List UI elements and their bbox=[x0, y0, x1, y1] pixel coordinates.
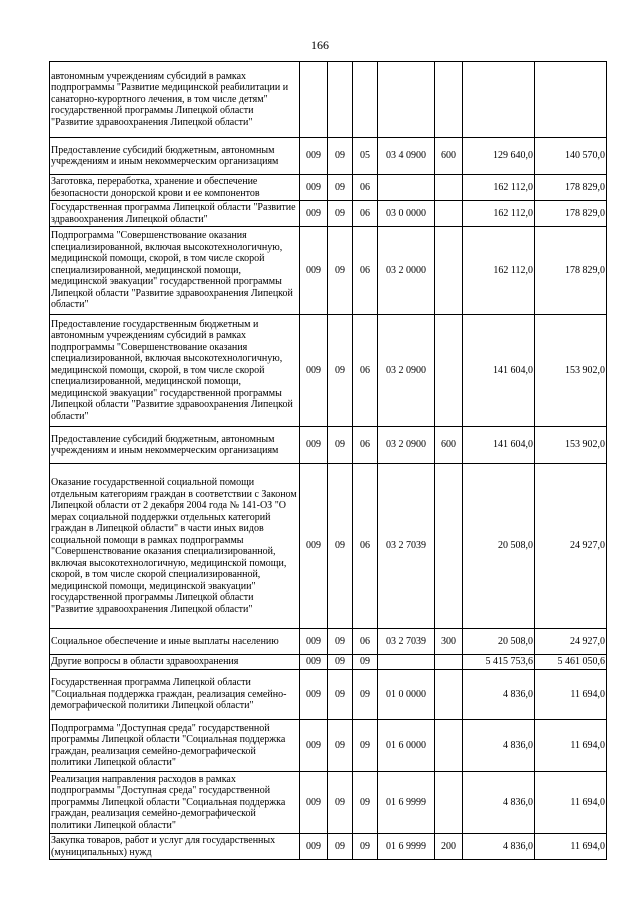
target-article-code: 03 2 7039 bbox=[378, 464, 435, 629]
budget-table bbox=[49, 61, 607, 860]
ministry-code: 009 bbox=[300, 427, 328, 464]
amount-year-1: 162 112,0 bbox=[463, 175, 535, 201]
row-name: Предоставление субсидий бюджетным, автономным учреждениям и иным некоммерческим организациям bbox=[50, 138, 300, 175]
target-article-code bbox=[378, 175, 435, 201]
subsection-code: 06 bbox=[353, 175, 378, 201]
section-code: 09 bbox=[328, 175, 353, 201]
subsection-code: 09 bbox=[353, 772, 378, 834]
target-article-code: 01 0 0000 bbox=[378, 670, 435, 720]
table-row bbox=[50, 720, 607, 772]
subsection-code: 05 bbox=[353, 138, 378, 175]
amount-year-1 bbox=[463, 62, 535, 138]
section-code: 09 bbox=[328, 138, 353, 175]
amount-year-2: 153 902,0 bbox=[535, 427, 607, 464]
amount-year-1: 20 508,0 bbox=[463, 629, 535, 655]
row-name: Реализация направления расходов в рамках подпрограммы "Доступная среда" государственной программы Липецкой области "Социальная поддержка граждан, реализация семейно-демографической политики Липецкой области" bbox=[50, 772, 300, 834]
ministry-code: 009 bbox=[300, 175, 328, 201]
subsection-code bbox=[353, 62, 378, 138]
table-row bbox=[50, 464, 607, 629]
expense-type-code bbox=[435, 227, 463, 315]
table-row bbox=[50, 62, 607, 138]
row-name: автономным учреждениям субсидий в рамках подпрограммы "Развитие медицинской реабилитации и санаторно-курортного лечения, в том числе детям" государственной программы Липецкой области "Развитие здравоохранения Липецкой области" bbox=[50, 62, 300, 138]
expense-type-code bbox=[435, 720, 463, 772]
amount-year-1: 5 415 753,6 bbox=[463, 655, 535, 670]
target-article-code bbox=[378, 655, 435, 670]
amount-year-1: 4 836,0 bbox=[463, 772, 535, 834]
table-row bbox=[50, 427, 607, 464]
expense-type-code bbox=[435, 201, 463, 227]
amount-year-2: 11 694,0 bbox=[535, 834, 607, 860]
expense-type-code bbox=[435, 670, 463, 720]
row-name: Оказание государственной социальной помощи отдельным категориям граждан в соответствии с Законом Липецкой области от 2 декабря 2004 года № 141-ОЗ "О мерах социальной поддержки отдельных категорий граждан в Липецкой области" в части иных видов социальной помощи в рамках подпрограммы "Совершенствование оказания специализированной, включая высокотехнологичную, медицинской помощи, скорой, в том числе скорой специализированной, медицинской помощи, медицинской эвакуации" государственной программы Липецкой области "Развитие здравоохранения Липецкой области" bbox=[50, 464, 300, 629]
row-name: Предоставление субсидий бюджетным, автономным учреждениям и иным некоммерческим организациям bbox=[50, 427, 300, 464]
ministry-code: 009 bbox=[300, 227, 328, 315]
target-article-code bbox=[378, 62, 435, 138]
subsection-code: 06 bbox=[353, 201, 378, 227]
subsection-code: 06 bbox=[353, 427, 378, 464]
section-code: 09 bbox=[328, 670, 353, 720]
target-article-code: 03 0 0000 bbox=[378, 201, 435, 227]
row-name: Заготовка, переработка, хранение и обеспечение безопасности донорской крови и ее компонентов bbox=[50, 175, 300, 201]
subsection-code: 09 bbox=[353, 834, 378, 860]
amount-year-2: 11 694,0 bbox=[535, 772, 607, 834]
subsection-code: 09 bbox=[353, 655, 378, 670]
amount-year-1: 4 836,0 bbox=[463, 834, 535, 860]
subsection-code: 06 bbox=[353, 464, 378, 629]
section-code: 09 bbox=[328, 720, 353, 772]
row-name: Подпрограмма "Доступная среда" государственной программы Липецкой области "Социальная поддержка граждан, реализация семейно-демографической политики Липецкой области" bbox=[50, 720, 300, 772]
table-row bbox=[50, 175, 607, 201]
amount-year-2: 140 570,0 bbox=[535, 138, 607, 175]
amount-year-2: 178 829,0 bbox=[535, 175, 607, 201]
amount-year-1: 129 640,0 bbox=[463, 138, 535, 175]
ministry-code: 009 bbox=[300, 670, 328, 720]
expense-type-code bbox=[435, 464, 463, 629]
row-name: Подпрограмма "Совершенствование оказания специализированной, включая высокотехнологичную, медицинской помощи, скорой, в том числе скорой специализированной, медицинской помощи, медицинской эвакуации" государственной программы Липецкой области "Развитие здравоохранения Липецкой области" bbox=[50, 227, 300, 315]
ministry-code: 009 bbox=[300, 464, 328, 629]
row-name: Предоставление государственным бюджетным и автономным учреждениям субсидий в рамках подпрограммы "Совершенствование оказания специализированной, включая высокотехнологичную, медицинской помощи, скорой, в том числе скорой специализированной, медицинской помощи, медицинской эвакуации" государственной программы Липецкой области "Развитие здравоохранения Липецкой области" bbox=[50, 315, 300, 427]
target-article-code: 01 6 9999 bbox=[378, 772, 435, 834]
ministry-code: 009 bbox=[300, 720, 328, 772]
section-code bbox=[328, 62, 353, 138]
amount-year-2: 24 927,0 bbox=[535, 629, 607, 655]
ministry-code: 009 bbox=[300, 655, 328, 670]
amount-year-2: 11 694,0 bbox=[535, 670, 607, 720]
ministry-code: 009 bbox=[300, 201, 328, 227]
expense-type-code bbox=[435, 655, 463, 670]
amount-year-1: 162 112,0 bbox=[463, 201, 535, 227]
table-row bbox=[50, 138, 607, 175]
ministry-code: 009 bbox=[300, 138, 328, 175]
table-row bbox=[50, 629, 607, 655]
subsection-code: 06 bbox=[353, 227, 378, 315]
expense-type-code: 200 bbox=[435, 834, 463, 860]
section-code: 09 bbox=[328, 315, 353, 427]
target-article-code: 01 6 9999 bbox=[378, 834, 435, 860]
ministry-code: 009 bbox=[300, 772, 328, 834]
row-name: Государственная программа Липецкой области "Развитие здравоохранения Липецкой области" bbox=[50, 201, 300, 227]
row-name: Социальное обеспечение и иные выплаты населению bbox=[50, 629, 300, 655]
expense-type-code: 600 bbox=[435, 427, 463, 464]
row-name: Закупка товаров, работ и услуг для государственных (муниципальных) нужд bbox=[50, 834, 300, 860]
section-code: 09 bbox=[328, 655, 353, 670]
section-code: 09 bbox=[328, 227, 353, 315]
target-article-code: 03 2 7039 bbox=[378, 629, 435, 655]
table-row bbox=[50, 834, 607, 860]
ministry-code: 009 bbox=[300, 834, 328, 860]
row-name: Государственная программа Липецкой области "Социальная поддержка граждан, реализация семейно-демографической политики Липецкой области" bbox=[50, 670, 300, 720]
section-code: 09 bbox=[328, 464, 353, 629]
subsection-code: 06 bbox=[353, 629, 378, 655]
section-code: 09 bbox=[328, 834, 353, 860]
subsection-code: 09 bbox=[353, 670, 378, 720]
section-code: 09 bbox=[328, 201, 353, 227]
table-row bbox=[50, 201, 607, 227]
target-article-code: 01 6 0000 bbox=[378, 720, 435, 772]
amount-year-1: 4 836,0 bbox=[463, 720, 535, 772]
table-row bbox=[50, 670, 607, 720]
table-row bbox=[50, 315, 607, 427]
amount-year-2: 5 461 050,6 bbox=[535, 655, 607, 670]
amount-year-2: 178 829,0 bbox=[535, 227, 607, 315]
target-article-code: 03 2 0000 bbox=[378, 227, 435, 315]
row-name: Другие вопросы в области здравоохранения bbox=[50, 655, 300, 670]
section-code: 09 bbox=[328, 427, 353, 464]
ministry-code: 009 bbox=[300, 315, 328, 427]
expense-type-code: 600 bbox=[435, 138, 463, 175]
amount-year-1: 20 508,0 bbox=[463, 464, 535, 629]
expense-type-code bbox=[435, 772, 463, 834]
ministry-code bbox=[300, 62, 328, 138]
subsection-code: 06 bbox=[353, 315, 378, 427]
ministry-code: 009 bbox=[300, 629, 328, 655]
expense-type-code bbox=[435, 315, 463, 427]
amount-year-1: 141 604,0 bbox=[463, 315, 535, 427]
amount-year-2: 24 927,0 bbox=[535, 464, 607, 629]
expense-type-code bbox=[435, 175, 463, 201]
amount-year-1: 162 112,0 bbox=[463, 227, 535, 315]
target-article-code: 03 4 0900 bbox=[378, 138, 435, 175]
table-row bbox=[50, 227, 607, 315]
target-article-code: 03 2 0900 bbox=[378, 315, 435, 427]
expense-type-code bbox=[435, 62, 463, 138]
subsection-code: 09 bbox=[353, 720, 378, 772]
section-code: 09 bbox=[328, 629, 353, 655]
table-row bbox=[50, 772, 607, 834]
amount-year-1: 4 836,0 bbox=[463, 670, 535, 720]
section-code: 09 bbox=[328, 772, 353, 834]
amount-year-2: 178 829,0 bbox=[535, 201, 607, 227]
amount-year-2 bbox=[535, 62, 607, 138]
amount-year-2: 11 694,0 bbox=[535, 720, 607, 772]
amount-year-2: 153 902,0 bbox=[535, 315, 607, 427]
expense-type-code: 300 bbox=[435, 629, 463, 655]
page-number: 166 bbox=[311, 38, 329, 52]
table-row bbox=[50, 655, 607, 670]
target-article-code: 03 2 0900 bbox=[378, 427, 435, 464]
amount-year-1: 141 604,0 bbox=[463, 427, 535, 464]
